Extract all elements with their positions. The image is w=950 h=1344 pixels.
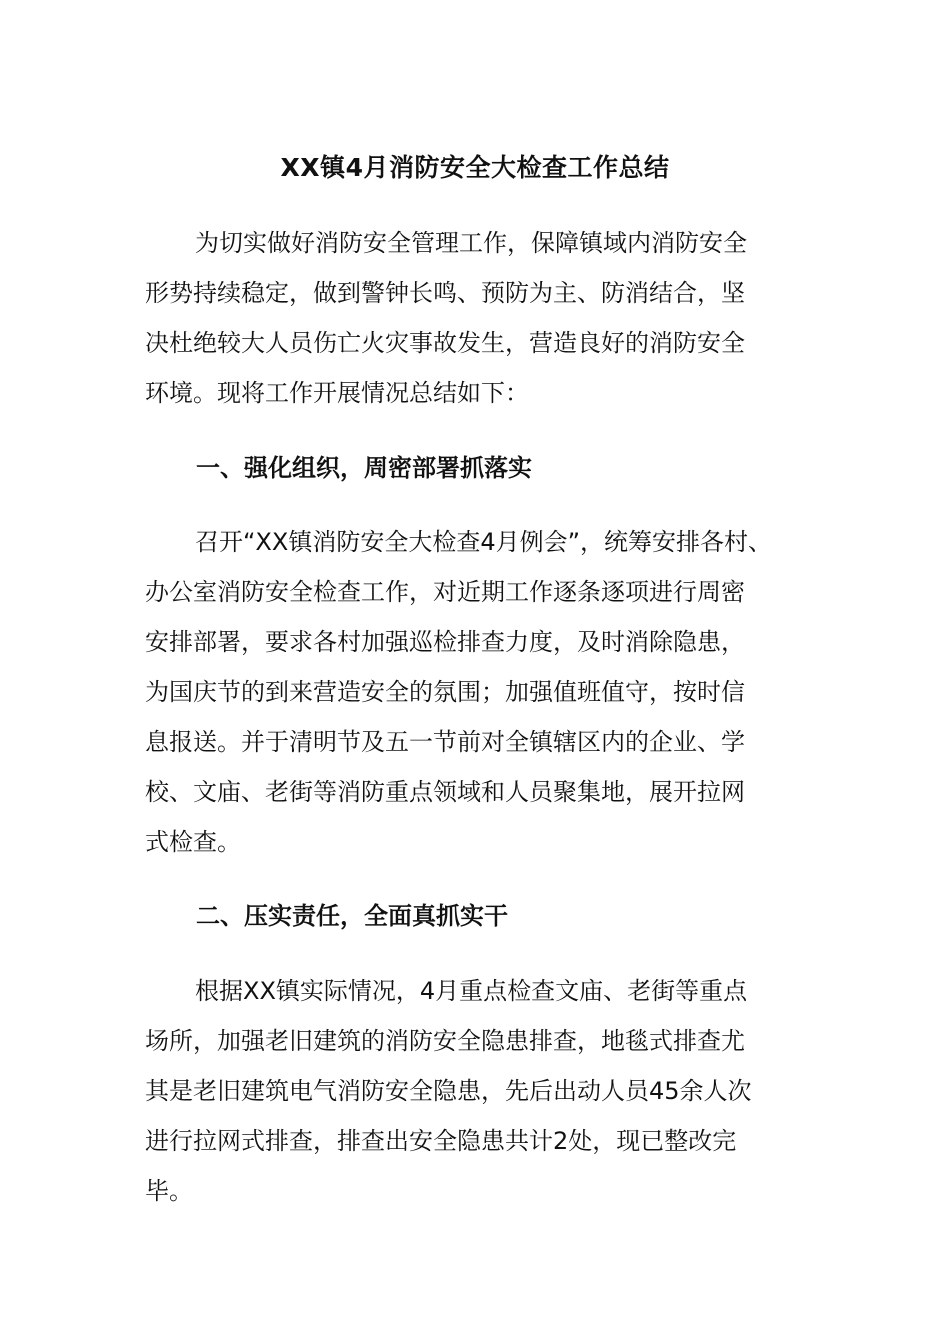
section1-paragraph [145, 517, 825, 867]
paragraph-line: 安排部署，要求各村加强巡检排查力度，及时消除隐患， [145, 628, 745, 656]
paragraph-line: 形势持续稳定，做到警钟长鸣、预防为主、防消结合，坚 [145, 279, 745, 307]
paragraph-line: 决杜绝较大人员伤亡火灾事故发生，营造良好的消防安全 [145, 329, 745, 357]
paragraph-line: 息报送。并于清明节及五一节前对全镇辖区内的企业、学 [145, 728, 745, 756]
intro-paragraph [145, 218, 825, 418]
paragraph-line: 环境。现将工作开展情况总结如下： [145, 379, 529, 407]
paragraph-line: 为切实做好消防安全管理工作，保障镇域内消防安全 [195, 229, 747, 257]
document-title: XX镇4月消防安全大检查工作总结 [280, 153, 670, 182]
paragraph-line: 其是老旧建筑电气消防安全隐患，先后出动人员45余人次 [145, 1077, 752, 1105]
paragraph-line: 场所，加强老旧建筑的消防安全隐患排查，地毯式排查尤 [145, 1027, 745, 1055]
paragraph-line: 校、文庙、老街等消防重点领域和人员聚集地，展开拉网 [145, 778, 745, 806]
paragraph-line: 办公室消防安全检查工作，对近期工作逐条逐项进行周密 [145, 578, 745, 606]
paragraph-line: 根据XX镇实际情况，4月重点检查文庙、老街等重点 [195, 977, 748, 1005]
paragraph-line: 为国庆节的到来营造安全的氛围；加强值班值守，按时信 [145, 678, 745, 706]
paragraph-line: 进行拉网式排查，排查出安全隐患共计2处，现已整改完 [145, 1127, 737, 1155]
paragraph-line: 召开“XX镇消防安全大检查4月例会”，统筹安排各村、 [195, 528, 773, 556]
section2-paragraph [145, 966, 825, 1216]
section-heading: 二、压实责任，全面真抓实干 [196, 902, 508, 930]
paragraph-line: 式检查。 [145, 828, 241, 856]
paragraph-line: 毕。 [145, 1177, 193, 1205]
section-heading: 一、强化组织，周密部署抓落实 [196, 454, 532, 482]
